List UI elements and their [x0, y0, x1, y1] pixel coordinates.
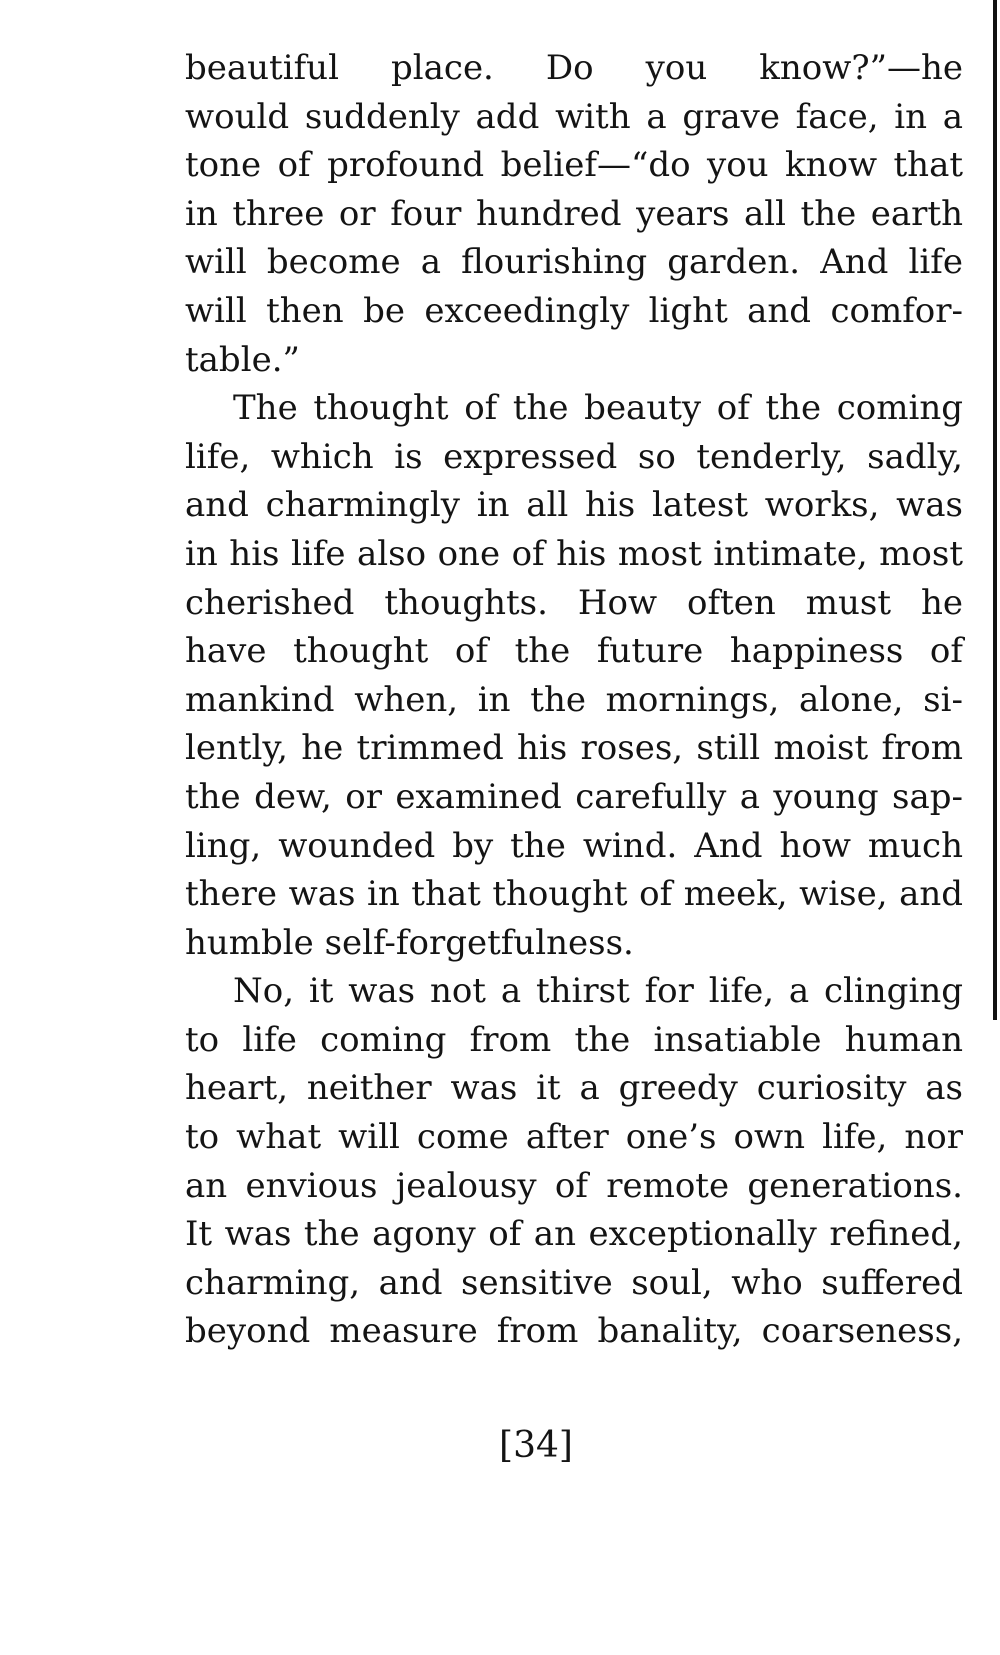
text-line: there was in that thought of meek, wise, and [185, 874, 963, 915]
text-line: tone of profound belief—“do you know that [185, 145, 963, 186]
paragraph-3 [185, 967, 963, 1356]
text-line: the dew, or examined carefully a young sap- [185, 776, 963, 817]
text-line: in his life also one of his most intimate, most [185, 533, 963, 574]
paragraph-2 [185, 384, 963, 967]
page-number: [34] [499, 1425, 573, 1466]
text-line: cherished thoughts. How often must he [185, 582, 963, 623]
text-line: charming, and sensitive soul, who suffered [185, 1262, 963, 1303]
text-line: will then be exceedingly light and comfor- [185, 290, 963, 331]
text-line: life, which is expressed so tenderly, sadly, [185, 436, 963, 477]
text-line: The thought of the beauty of the coming [233, 388, 963, 429]
page-edge-rule [993, 0, 997, 1020]
text-line: beautiful place. Do you know?”—he [185, 48, 963, 88]
text-line: to what will come after one’s own life, nor [185, 1117, 963, 1158]
text-line: will become a flourishing garden. And life [185, 242, 963, 283]
text-line: It was the agony of an exceptionally refined, [185, 1214, 963, 1255]
text-line: No, it was not a thirst for life, a clinging [233, 971, 963, 1012]
text-line: an envious jealousy of remote generations. [185, 1165, 963, 1206]
text-line: to life coming from the insatiable human [185, 1019, 963, 1060]
text-line: humble self-forgetfulness. [185, 922, 634, 963]
text-line: table.” [185, 339, 300, 380]
text-line: would suddenly add with a grave face, in a [185, 96, 963, 137]
body-text [185, 44, 963, 1356]
text-line: and charmingly in all his latest works, was [185, 485, 963, 526]
paragraph-1 [185, 44, 963, 384]
text-line: ling, wounded by the wind. And how much [185, 825, 963, 866]
text-line: mankind when, in the mornings, alone, si- [185, 679, 963, 720]
text-line: have thought of the future happiness of [185, 631, 963, 672]
text-line: heart, neither was it a greedy curiosity as [185, 1068, 963, 1109]
text-line: in three or four hundred years all the earth [185, 193, 963, 234]
text-line: beyond measure from banality, coarseness, [185, 1311, 963, 1352]
text-line: lently, he trimmed his roses, still moist from [185, 728, 963, 769]
